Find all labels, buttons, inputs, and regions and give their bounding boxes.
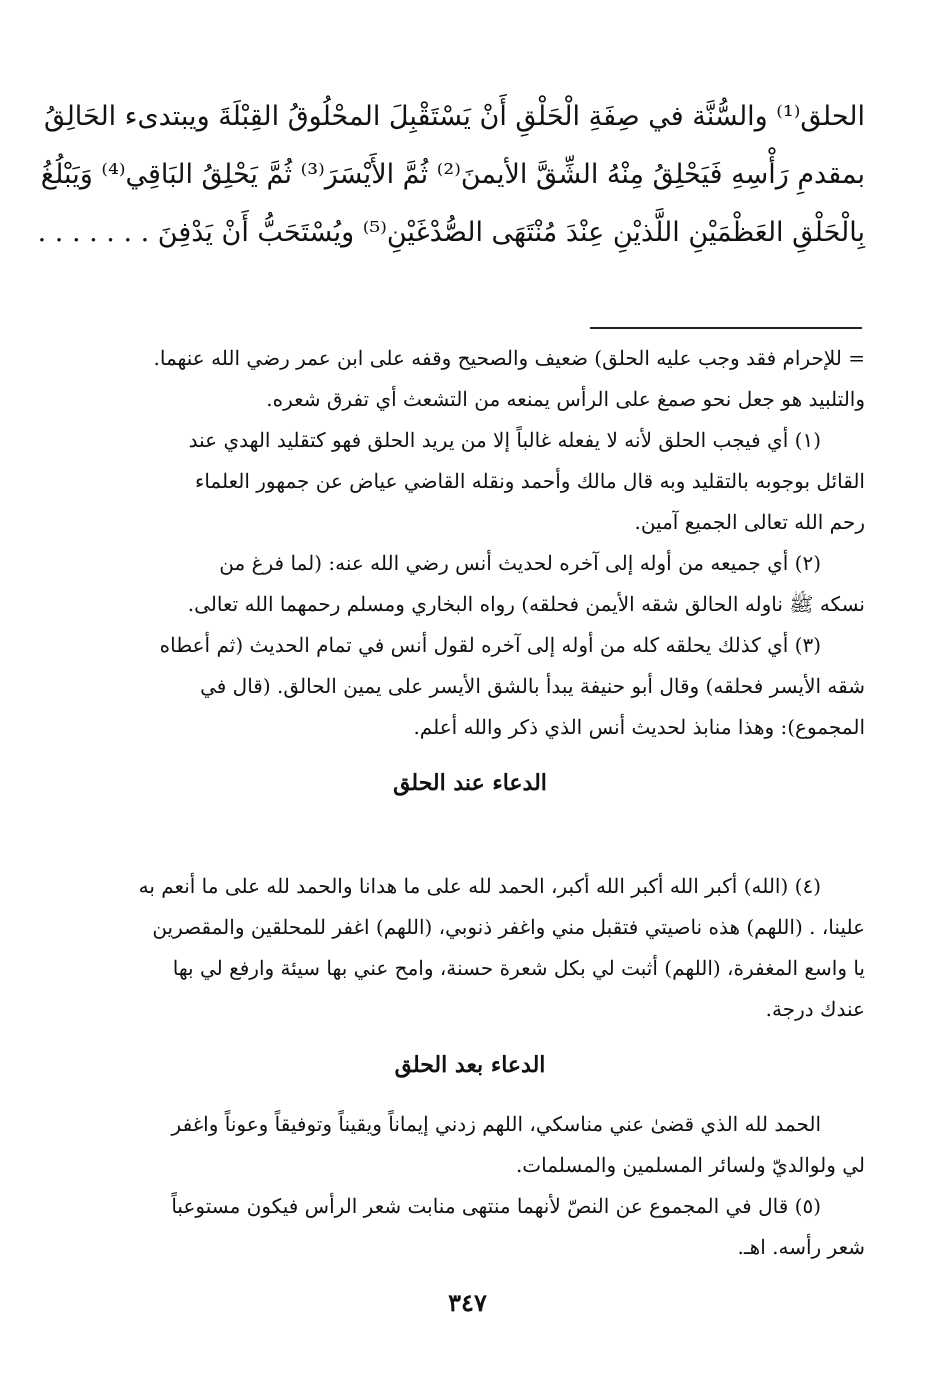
dua-after-text xyxy=(75,1104,865,1268)
footnote-5: (٥) قال في المجموع عن النصّ لأنهما منتهى منابت شعر الرأس فيكون مستوعباً xyxy=(171,1194,821,1218)
footnote-line: المجموع): وهذا منابذ لحديث أنس الذي ذكر والله أعلم. xyxy=(413,715,865,739)
footnote-line: القائل بوجوبه بالتقليد وبه قال مالك وأحمد ونقله القاضي عياض عن جمهور العلماء xyxy=(194,469,865,493)
dua-line: علينا، . (اللهم) هذه ناصيتي فتقبل مني واغفر ذنوبي، (اللهم) اغفر للمحلقين والمقصرين xyxy=(152,915,865,939)
footnote-line: شقه الأيسر فحلقه) وقال أبو حنيفة يبدأ بالشق الأيسر على يمين الحالق. (قال في xyxy=(200,674,865,698)
dua-during-text xyxy=(75,866,865,1030)
main-text-line: بمقدمِ رَأْسِهِ فَيَحْلِقُ مِنْهُ الشِّقَّ الأيمنَ⁽²⁾ ثُمَّ الأَيْسَرَ⁽³⁾ ثُمَّ يَحْلِقُ البَاقِي⁽⁴⁾ وَيَبْلُغُ xyxy=(40,159,865,190)
heading-dua-after-shaving: الدعاء بعد الحلق xyxy=(394,1052,546,1078)
footnote-separator xyxy=(590,327,862,329)
main-text-line: الحلق⁽¹⁾ والسُّنَّة في صِفَةِ الْحَلْقِ أَنْ يَسْتَقْبِلَ المحْلُوقُ القِبْلَةَ ويبتدىء الحَالِقُ xyxy=(44,101,865,132)
footnote-1: (١) أي فيجب الحلق لأنه لا يفعله غالباً إلا من يريد الحلق فهو كتقليد الهدي عند xyxy=(188,428,821,452)
footnote-line: رحم الله تعالى الجميع آمين. xyxy=(634,510,865,534)
footnote-2: (٢) أي جميعه من أوله إلى آخره لحديث أنس رضي الله عنه: (لما فرغ من xyxy=(219,551,821,575)
footnote-3: (٣) أي كذلك يحلقه كله من أوله إلى آخره لقول أنس في تمام الحديث (ثم أعطاه xyxy=(159,633,821,657)
footnote-line: = للإحرام فقد وجب عليه الحلق) ضعيف والصحيح وقفه على ابن عمر رضي الله عنهما. xyxy=(153,346,865,370)
dua-line: عندك درجة. xyxy=(765,997,865,1021)
footnote-4: (٤) (الله) أكبر الله أكبر الله أكبر، الحمد لله على ما هدانا والحمد لله على ما أنعم به xyxy=(138,874,821,898)
heading-dua-during-shaving: الدعاء عند الحلق xyxy=(393,770,547,796)
main-text-line: بِالْحَلْقِ العَظْمَيْنِ اللَّذيْنِ عِنْدَ مُنْتَهَى الصُّدْغَيْنِ⁽⁵⁾ ويُسْتَحَبُّ أَنْ يَدْفِنَ . . . . . . . xyxy=(37,217,865,248)
footnotes xyxy=(75,338,865,748)
footnote-line: والتلبيد هو جعل نحو صمغ على الرأس يمنعه من التشعث أي تفرق شعره. xyxy=(266,387,865,411)
dua-line: الحمد لله الذي قضىٰ عني مناسكي، اللهم زدني إيماناً ويقيناً وتوفيقاً وعوناً واغفر xyxy=(171,1112,821,1136)
footnote-line: نسكه ﷺ ناوله الحالق شقه الأيمن فحلقه) رواه البخاري ومسلم رحمهما الله تعالى. xyxy=(187,592,865,616)
dua-line: لي ولوالديّ ولسائر المسلمين والمسلمات. xyxy=(515,1153,865,1177)
main-body-text xyxy=(37,88,865,262)
dua-line: يا واسع المغفرة، (اللهم) أثبت لي بكل شعرة حسنة، وامح عني بها سيئة وارفع لي بها xyxy=(172,956,865,980)
footnote-line: شعر رأسه. اهـ. xyxy=(737,1235,865,1259)
page-number: ٣٤٧ xyxy=(448,1288,487,1317)
